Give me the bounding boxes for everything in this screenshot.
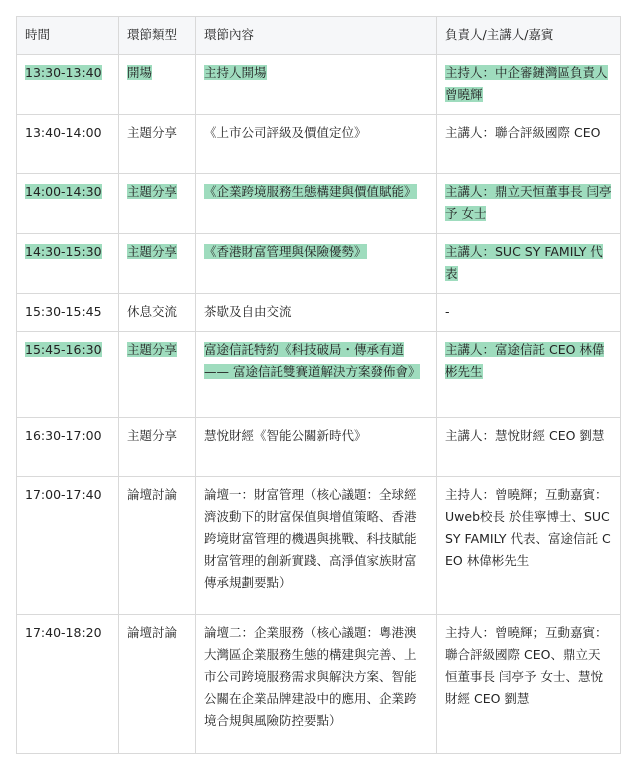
cell-content-text: 《上市公司評級及價值定位》 [204, 125, 367, 140]
cell-type-text: 論壇討論 [127, 487, 178, 502]
cell-person [437, 477, 621, 615]
cell-time [17, 115, 119, 174]
cell-person [437, 55, 621, 115]
cell-time [17, 477, 119, 615]
cell-time [17, 55, 119, 115]
cell-time-text: 14:30-15:30 [25, 244, 102, 259]
cell-content [196, 294, 437, 332]
cell-time [17, 418, 119, 477]
cell-type [119, 294, 196, 332]
cell-type [119, 115, 196, 174]
cell-content-text: 富途信託特約《科技破局・傳承有道 —— 富途信託雙賽道解決方案發佈會》 [204, 342, 421, 379]
cell-content [196, 418, 437, 477]
table-row [17, 115, 621, 174]
cell-person [437, 174, 621, 234]
table-row [17, 234, 621, 294]
cell-time-text: 17:00-17:40 [25, 487, 102, 502]
cell-content-text: 《企業跨境服務生態構建與價值賦能》 [204, 184, 417, 199]
cell-content-text: 《香港財富管理與保險優勢》 [204, 244, 367, 259]
cell-content [196, 615, 437, 754]
cell-type-text: 休息交流 [127, 304, 178, 319]
cell-person-text: 主持人：中企審鏈灣區負責人 曾曉輝 [445, 65, 608, 102]
header-row [17, 17, 621, 55]
cell-person-text: 主持人：曾曉輝；互動嘉賓：聯合評級國際 CEO、鼎立天恒董事長 闫亭予 女士、慧悅財經 CEO 劉慧 [445, 625, 608, 706]
cell-content-text: 論壇二：企業服務（核心議題：粵港澳大灣區企業服務生態的構建與完善、上市公司跨境服務需求與解決方案、智能公關在企業品牌建設中的應用、企業跨境合規與風險防控要點） [204, 625, 417, 728]
cell-type-text: 主題分享 [127, 428, 178, 443]
cell-person-text: 主講人：慧悅財經 CEO 劉慧 [445, 428, 605, 443]
cell-time [17, 332, 119, 418]
cell-type [119, 418, 196, 477]
header-person: 負責人/主講人/嘉賓 [437, 17, 621, 55]
cell-person-text: 主講人：SUC SY FAMILY 代表 [445, 244, 603, 281]
cell-type [119, 615, 196, 754]
cell-person [437, 294, 621, 332]
cell-type-text: 主題分享 [127, 184, 178, 199]
cell-content [196, 115, 437, 174]
cell-person [437, 115, 621, 174]
cell-type [119, 332, 196, 418]
cell-type-text: 主題分享 [127, 342, 178, 357]
table-row [17, 55, 621, 115]
cell-time-text: 16:30-17:00 [25, 428, 102, 443]
cell-content [196, 477, 437, 615]
cell-time-text: 17:40-18:20 [25, 625, 102, 640]
cell-time-text: 14:00-14:30 [25, 184, 102, 199]
cell-person-text: 主持人：曾曉輝；互動嘉賓：Uweb校長 於佳寧博士、SUC SY FAMILY 代表、富途信託 CEO 林偉彬先生 [445, 487, 611, 568]
cell-content [196, 174, 437, 234]
header-content: 環節內容 [196, 17, 437, 55]
cell-person-text: - [445, 304, 450, 319]
table-row [17, 615, 621, 754]
cell-content-text: 慧悅財經《智能公關新時代》 [204, 428, 367, 443]
header-type: 環節類型 [119, 17, 196, 55]
cell-content [196, 234, 437, 294]
cell-person-text: 主講人：聯合評級國際 CEO [445, 125, 601, 140]
cell-type [119, 234, 196, 294]
cell-person [437, 418, 621, 477]
cell-time-text: 13:40-14:00 [25, 125, 102, 140]
cell-person-text: 主講人：富途信託 CEO 林偉彬先生 [445, 342, 605, 379]
cell-type [119, 477, 196, 615]
cell-time [17, 615, 119, 754]
cell-person-text: 主講人：鼎立天恒董事長 闫亭予 女士 [445, 184, 612, 221]
cell-time-text: 15:30-15:45 [25, 304, 102, 319]
cell-type-text: 主題分享 [127, 244, 178, 259]
table-row [17, 418, 621, 477]
cell-person [437, 332, 621, 418]
cell-content-text: 論壇一：財富管理（核心議題：全球經濟波動下的財富保值與增值策略、香港跨境財富管理的機遇與挑戰、科技賦能財富管理的創新實踐、高淨值家族財富傳承規劃要點） [204, 487, 417, 590]
cell-type [119, 55, 196, 115]
cell-time [17, 234, 119, 294]
cell-time [17, 174, 119, 234]
table-row [17, 332, 621, 418]
cell-time-text: 13:30-13:40 [25, 65, 102, 80]
cell-content [196, 55, 437, 115]
cell-type-text: 開場 [127, 65, 153, 80]
cell-type-text: 論壇討論 [127, 625, 178, 640]
table-row [17, 294, 621, 332]
cell-person [437, 615, 621, 754]
cell-type [119, 174, 196, 234]
cell-time-text: 15:45-16:30 [25, 342, 102, 357]
cell-time [17, 294, 119, 332]
cell-content-text: 主持人開場 [204, 65, 267, 80]
agenda-table [16, 16, 621, 754]
table-row [17, 174, 621, 234]
cell-type-text: 主題分享 [127, 125, 178, 140]
cell-content [196, 332, 437, 418]
cell-content-text: 茶歇及自由交流 [204, 304, 292, 319]
cell-person [437, 234, 621, 294]
table-row [17, 477, 621, 615]
header-time: 時間 [17, 17, 119, 55]
